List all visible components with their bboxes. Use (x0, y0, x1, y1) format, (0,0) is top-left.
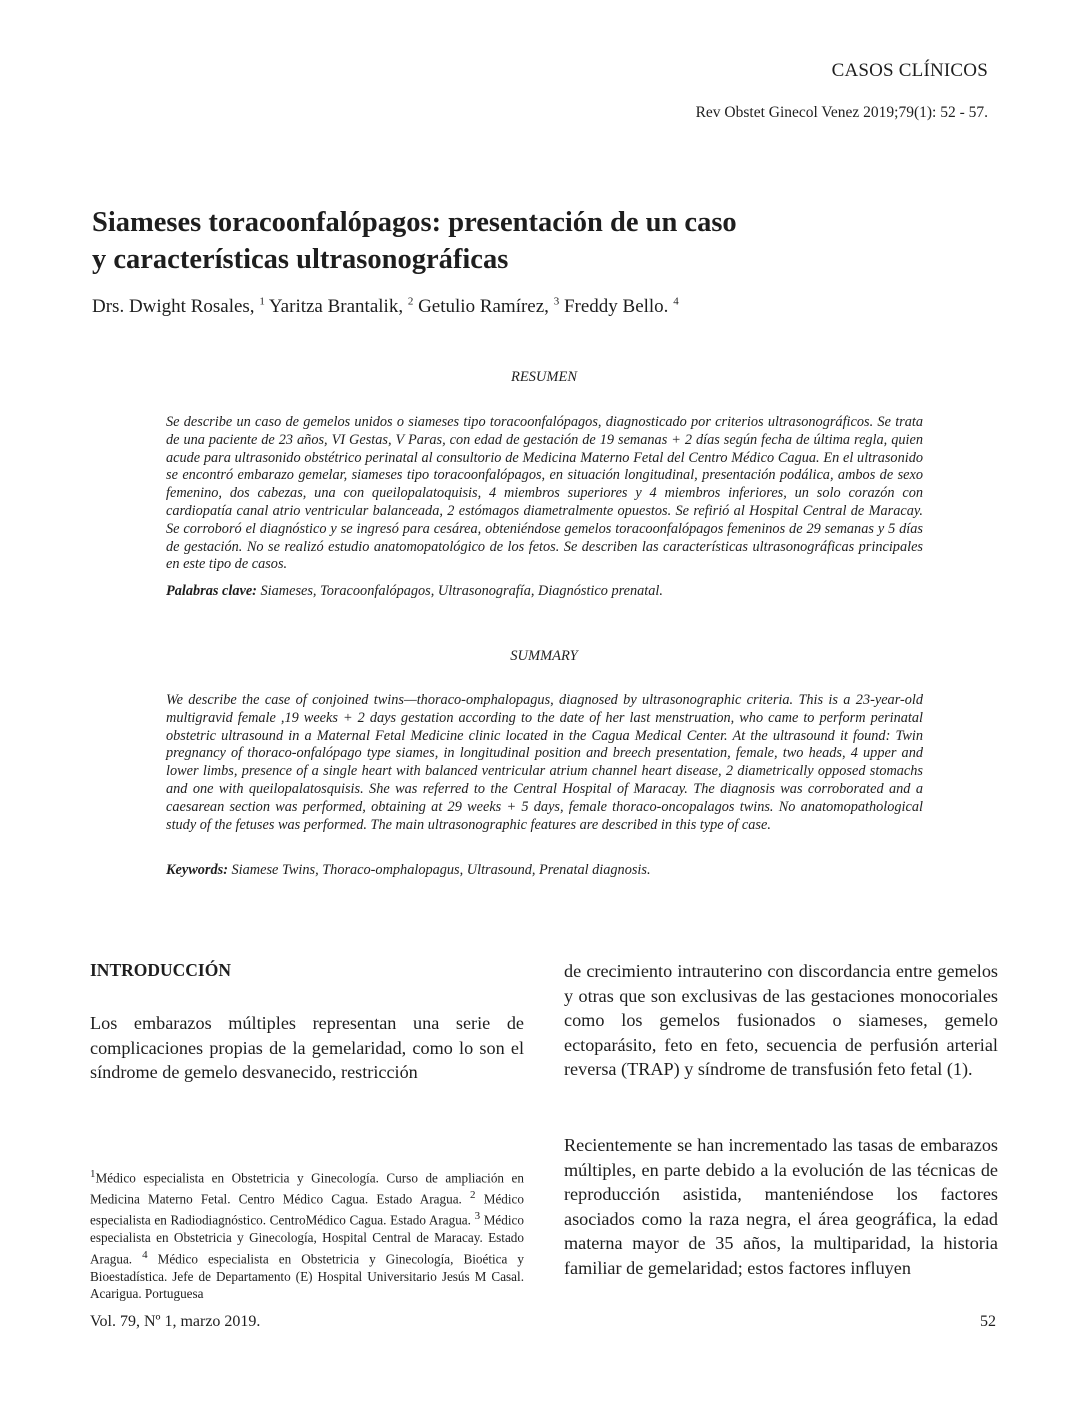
author-1: Drs. Dwight Rosales, (92, 296, 255, 317)
journal-citation: Rev Obstet Ginecol Venez 2019;79(1): 52 - 57. (695, 104, 988, 121)
footnote-text-2: Médico especialista en Radiodiagnóstico. CentroMédico Cagua. Estado Aragua. (90, 1191, 524, 1228)
author-4: Freddy Bello. (563, 296, 669, 317)
intro-right-paragraph-2: Recientemente se han incrementado las tasas de embarazos múltiples, en parte debido a la evolución de las técnicas de reproducción asistida, manteniéndose los factores asociados como la raza negra, el área geográfica, la edad materna mayor de 35 años, la multiparidad, la historia familiar de gemelaridad; estos factores influyen (564, 1135, 998, 1278)
article-title (92, 204, 852, 278)
footnote-text-3: Médico especialista en Obstetricia y Ginecología, Hospital Central de Maracay. Estado Aragua. (90, 1212, 524, 1266)
resumen-body: Se describe un caso de gemelos unidos o siameses tipo toracoonfalópagos, diagnosticado por criterios ultrasonográficos. Se trata de una paciente de 23 años, VI Gestas, V Paras, con edad de gestación de 19 semanas + 2 días según fecha de última regla, quien acude para ultrasonido obstétrico perinatal al consultorio de Medicina Materno Fetal del Centro Médico Cagua. En el ultrasonido se encontró embarazo gemelar, siameses tipo toracoonfalópagos, en situación longitudinal, presentación podálica, ambos de sexo femenino, dos cabezas, una con queilopalatoquisis, 4 miembros superiores y 4 miembros inferiores, un solo corazón con cardiopatía canal atrio ventricular balanceada, 2 estómagos diametralmente opuestos. Se refirió al Hospital Central de Maracay. Se corroboró el diagnóstico y se ingresó para cesárea, obteniéndose gemelos toracoonfalópagos femeninos de 29 semanas y 5 días de gestación. No se realizó estudio anatomopatológico de los fetos. Se describen las características ultrasonográficas principales en este tipo de casos. (166, 414, 923, 573)
title-line-1: Siameses toracoonfalópagos: presentación de un caso (92, 207, 737, 238)
author-1-affiliation: 1 (259, 295, 265, 308)
resumen-keywords-text: Siameses, Toracoonfalópagos, Ultrasonografía, Diagnóstico prenatal. (260, 583, 663, 599)
intro-heading: INTRODUCCIÓN (90, 960, 231, 980)
resumen-keywords (166, 583, 923, 600)
author-4-affiliation: 4 (673, 295, 679, 308)
author-2: Yaritza Brantalik, (268, 296, 404, 317)
footnote-sup-1: 1 (90, 1168, 96, 1180)
footnote-sup-3: 3 (474, 1209, 481, 1222)
footnote-sup-4: 4 (142, 1248, 148, 1261)
section-label: CASOS CLÍNICOS (831, 60, 988, 81)
summary-keywords (166, 862, 923, 879)
footnote-text-1: Médico especialista en Obstetricia y Ginecología. Curso de ampliación en Medicina Materno Fetal. Centro Médico Cagua. Estado Aragua. (90, 1170, 524, 1207)
author-3-affiliation: 3 (553, 295, 560, 308)
author-2-affiliation: 2 (407, 295, 414, 308)
intro-right-paragraph-1: de crecimiento intrauterino con discordancia entre gemelos y otras que son exclusivas de las gestaciones monocoriales como los gemelos fusionados o siameses, gemelo ectoparásito, feto en feto, secuencia de perfusión arterial reversa (TRAP) y síndrome de transfusión feto fetal (1). (564, 961, 998, 1080)
resumen-keywords-label: Palabras clave: (166, 583, 257, 599)
summary-keywords-text: Siamese Twins, Thoraco-omphalopagus, Ultrasound, Prenatal diagnosis. (231, 862, 651, 878)
intro-left-paragraph: Los embarazos múltiples representan una serie de complicaciones propias de la gemelaridad, como lo son el síndrome de gemelo desvanecido, restricción (90, 1013, 524, 1083)
footnote-sup-2: 2 (470, 1188, 476, 1201)
summary-heading: SUMMARY (510, 648, 578, 664)
authors-line (92, 296, 679, 318)
affiliations-footnote (90, 1166, 524, 1303)
summary-keywords-label: Keywords: (166, 862, 228, 878)
author-3: Getulio Ramírez, (418, 296, 549, 317)
page-number: 52 (980, 1313, 996, 1330)
resumen-heading: RESUMEN (510, 369, 578, 385)
summary-body: We describe the case of conjoined twins—thoraco-omphalopagus, diagnosed by ultrasonographic criteria. This is a 23-year-old multigravid female ,19 weeks + 2 days gestation according to the date of her last menstruation, who came to perform perinatal obstetric ultrasound in a Maternal Fetal Medicine clinic located in the Cagua Medical Center. At the ultrasound it found: Twin pregnancy of thoraco-onfalópago type siames, in longitudinal position and breech presentation, female, two heads, 4 upper and lower limbs, presence of a single heart with balanced ventricular atrium channel heart disease, 2 diametrically opposed stomachs and one with queilopalatosquisis. She was referred to the Central Hospital of Maracay. The diagnosis was corroborated and a caesarean section was performed, obtaining at 29 weeks + 5 days, female thoraco-oncopalagos twins. No anatomopathological study of the fetuses was performed. The main ultrasonographic features are described in this type of case. (166, 692, 923, 833)
footer-volume: Vol. 79, Nº 1, marzo 2019. (90, 1313, 261, 1330)
footnote-text-4: Médico especialista en Obstetricia y Ginecología, Bioética y Bioestadística. Jefe de Departamento (E) Hospital Universitario Jesús M Casal. Acarigua. Portuguesa (90, 1250, 524, 1302)
title-line-2: y características ultrasonográficas (92, 244, 509, 275)
